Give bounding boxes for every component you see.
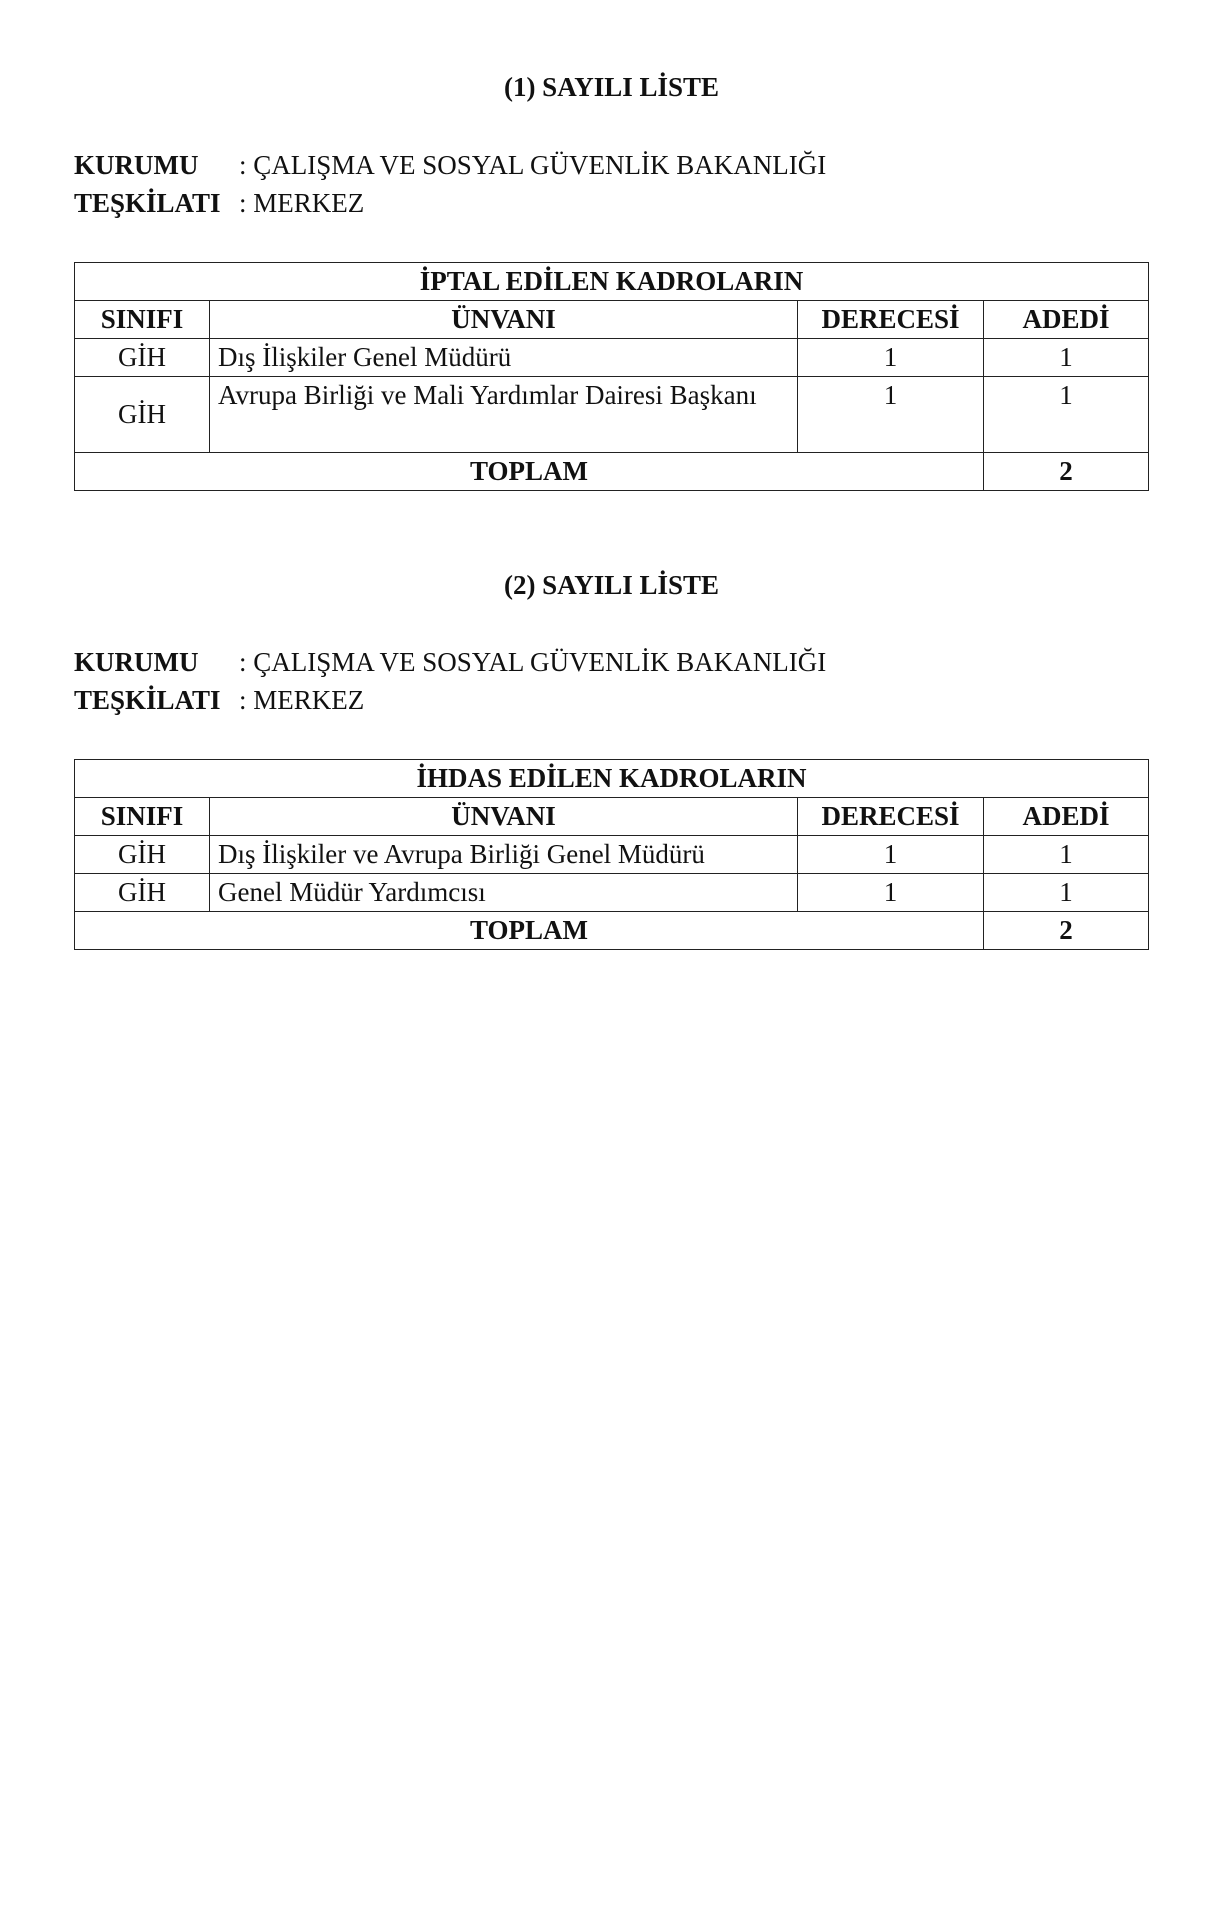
cell-sinifi: GİH (75, 377, 210, 453)
kurumu-label: KURUMU (74, 150, 199, 180)
total-value: 2 (984, 453, 1149, 491)
cell-derecesi: 1 (798, 874, 984, 912)
cell-derecesi: 1 (798, 836, 984, 874)
cell-unvani: Dış İlişkiler Genel Müdürü (210, 339, 798, 377)
cell-sinifi: GİH (75, 339, 210, 377)
kurumu-value: : ÇALIŞMA VE SOSYAL GÜVENLİK BAKANLIĞI (239, 150, 827, 180)
header-sinifi: SINIFI (75, 798, 210, 836)
header-unvani: ÜNVANI (210, 798, 798, 836)
cell-derecesi: 1 (798, 339, 984, 377)
table-header-row (75, 301, 1149, 339)
total-row (75, 912, 1149, 950)
header-sinifi: SINIFI (75, 301, 210, 339)
table-row (75, 874, 1149, 912)
table-header-row (75, 798, 1149, 836)
total-label: TOPLAM (75, 453, 984, 491)
kurumu-value: : ÇALIŞMA VE SOSYAL GÜVENLİK BAKANLIĞI (239, 647, 827, 677)
total-label: TOPLAM (75, 912, 984, 950)
teskilati-label: TEŞKİLATI (74, 188, 221, 218)
cell-adedi: 1 (984, 836, 1149, 874)
kurumu-label: KURUMU (74, 647, 199, 677)
header-derecesi: DERECESİ (798, 301, 984, 339)
table-row (75, 339, 1149, 377)
teskilati-label: TEŞKİLATI (74, 685, 221, 715)
teskilati-value: : MERKEZ (239, 188, 365, 218)
cell-unvani: Genel Müdür Yardımcısı (210, 874, 798, 912)
total-row (75, 453, 1149, 491)
iptal-table (74, 262, 1149, 491)
cell-sinifi: GİH (75, 836, 210, 874)
header-derecesi: DERECESİ (798, 798, 984, 836)
cell-adedi: 1 (984, 874, 1149, 912)
cell-adedi: 1 (984, 377, 1149, 453)
table-title: İPTAL EDİLEN KADROLARIN (75, 263, 1149, 301)
table-title: İHDAS EDİLEN KADROLARIN (75, 760, 1149, 798)
ihdas-table (74, 759, 1149, 950)
cell-unvani: Dış İlişkiler ve Avrupa Birliği Genel Müdürü (210, 836, 798, 874)
list-2-title: (2) SAYILI LİSTE (503, 570, 720, 600)
cell-unvani: Avrupa Birliği ve Mali Yardımlar Dairesi Başkanı (210, 377, 798, 453)
list-1-title: (1) SAYILI LİSTE (503, 72, 720, 102)
list-1-meta (74, 146, 826, 222)
teskilati-value: : MERKEZ (239, 685, 365, 715)
header-unvani: ÜNVANI (210, 301, 798, 339)
cell-adedi: 1 (984, 339, 1149, 377)
cell-sinifi: GİH (75, 874, 210, 912)
table-row (75, 836, 1149, 874)
table-row (75, 377, 1149, 453)
header-adedi: ADEDİ (984, 301, 1149, 339)
header-adedi: ADEDİ (984, 798, 1149, 836)
cell-derecesi: 1 (798, 377, 984, 453)
list-2-meta (74, 643, 826, 719)
total-value: 2 (984, 912, 1149, 950)
